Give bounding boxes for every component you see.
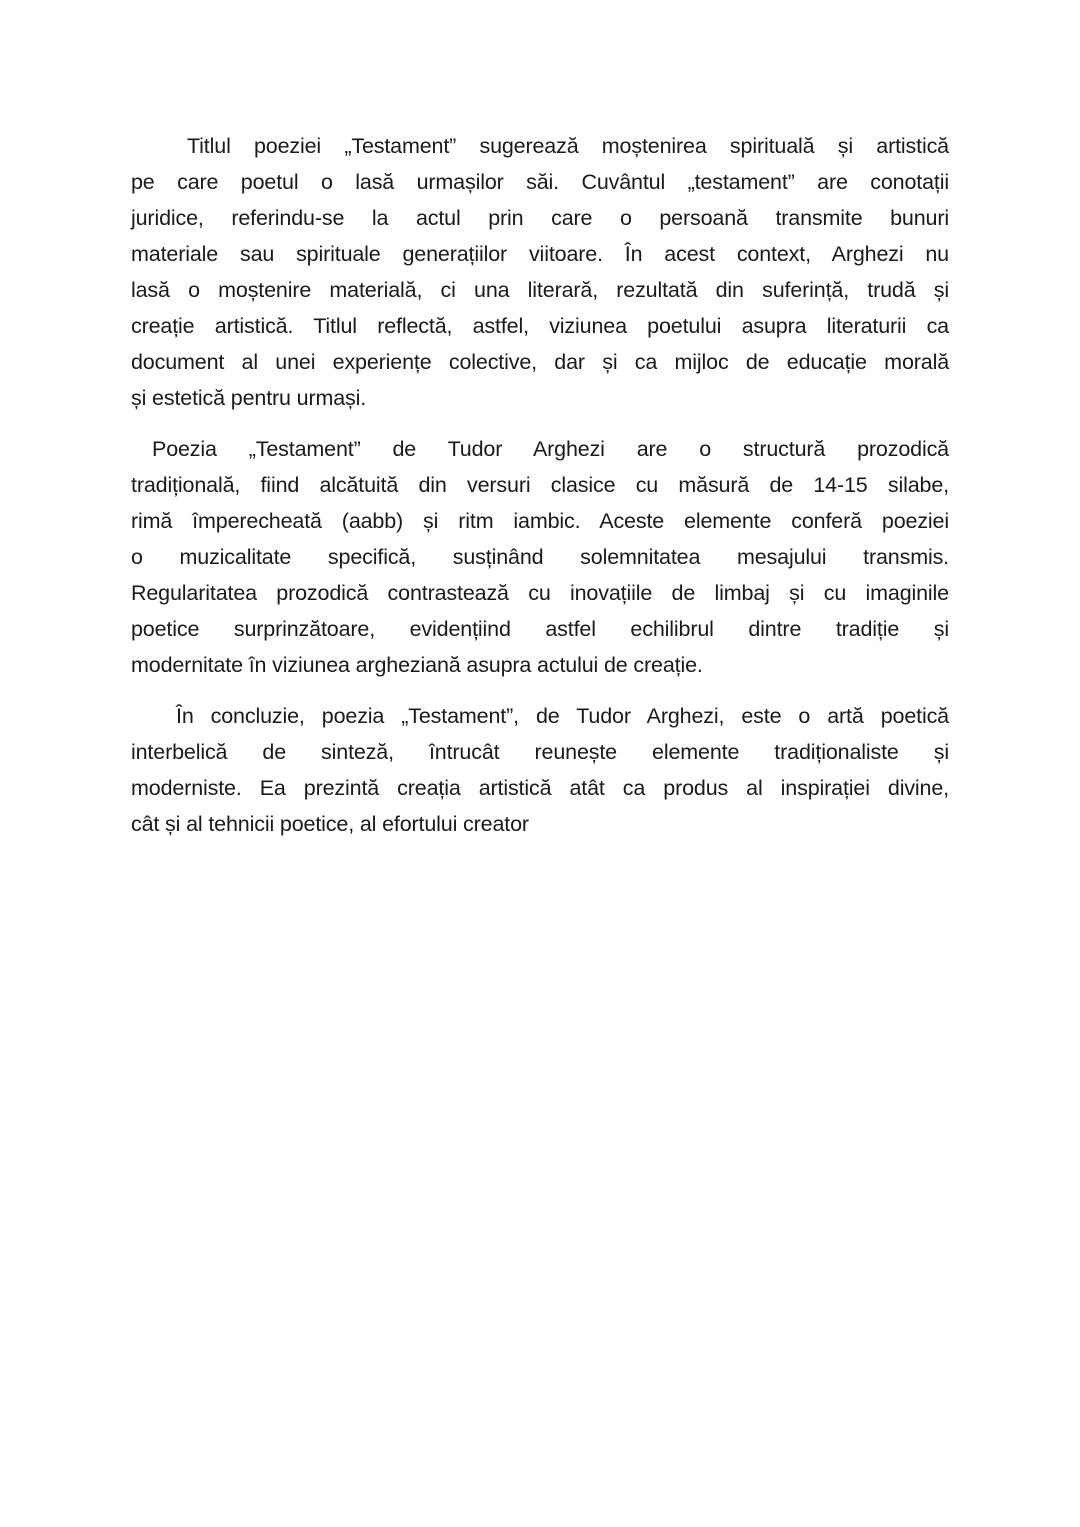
paragraph-conclusion [131, 698, 949, 842]
text-line: În concluzie, poezia „Testament”, de Tudor Arghezi, este o artă poetică [176, 704, 949, 728]
paragraph-prosody [131, 431, 949, 683]
text-line: Poezia „Testament” de Tudor Arghezi are o structură prozodică [152, 437, 949, 461]
text-line: o muzicalitate specifică, susținând solemnitatea mesajului transmis. [131, 545, 949, 569]
text-line: Regularitatea prozodică contrastează cu inovațiile de limbaj și cu imaginile [131, 581, 949, 605]
text-line: modernitate în viziunea argheziană asupra actului de creație. [131, 653, 703, 677]
text-line: juridice, referindu-se la actul prin care o persoană transmite bunuri [131, 206, 949, 230]
text-line: Titlul poeziei „Testament” sugerează moștenirea spirituală și artistică [187, 134, 949, 158]
text-line: și estetică pentru urmași. [131, 386, 367, 410]
text-line: moderniste. Ea prezintă creația artistică atât ca produs al inspirației divine, [131, 776, 949, 800]
text-line: materiale sau spirituale generațiilor viitoare. În acest context, Arghezi nu [131, 242, 949, 266]
text-line: rimă împerecheată (aabb) și ritm iambic. Aceste elemente conferă poeziei [131, 509, 949, 533]
text-line: tradițională, fiind alcătuită din versuri clasice cu măsură de 14-15 silabe, [131, 473, 949, 497]
paragraph-title-meaning [131, 128, 949, 416]
text-line: cât și al tehnicii poetice, al efortului creator [131, 812, 529, 836]
text-line: poetice surprinzătoare, evidențiind astfel echilibrul dintre tradiție și [131, 617, 949, 641]
text-line: interbelică de sinteză, întrucât reunește elemente tradiționaliste și [131, 740, 949, 764]
text-line: pe care poetul o lasă urmașilor săi. Cuvântul „testament” are conotații [131, 170, 949, 194]
text-line: lasă o moștenire materială, ci una literară, rezultată din suferință, trudă și [131, 278, 949, 302]
text-line: document al unei experiențe colective, dar și ca mijloc de educație morală [131, 350, 949, 374]
text-line: creație artistică. Titlul reflectă, astfel, viziunea poetului asupra literaturii ca [131, 314, 949, 338]
